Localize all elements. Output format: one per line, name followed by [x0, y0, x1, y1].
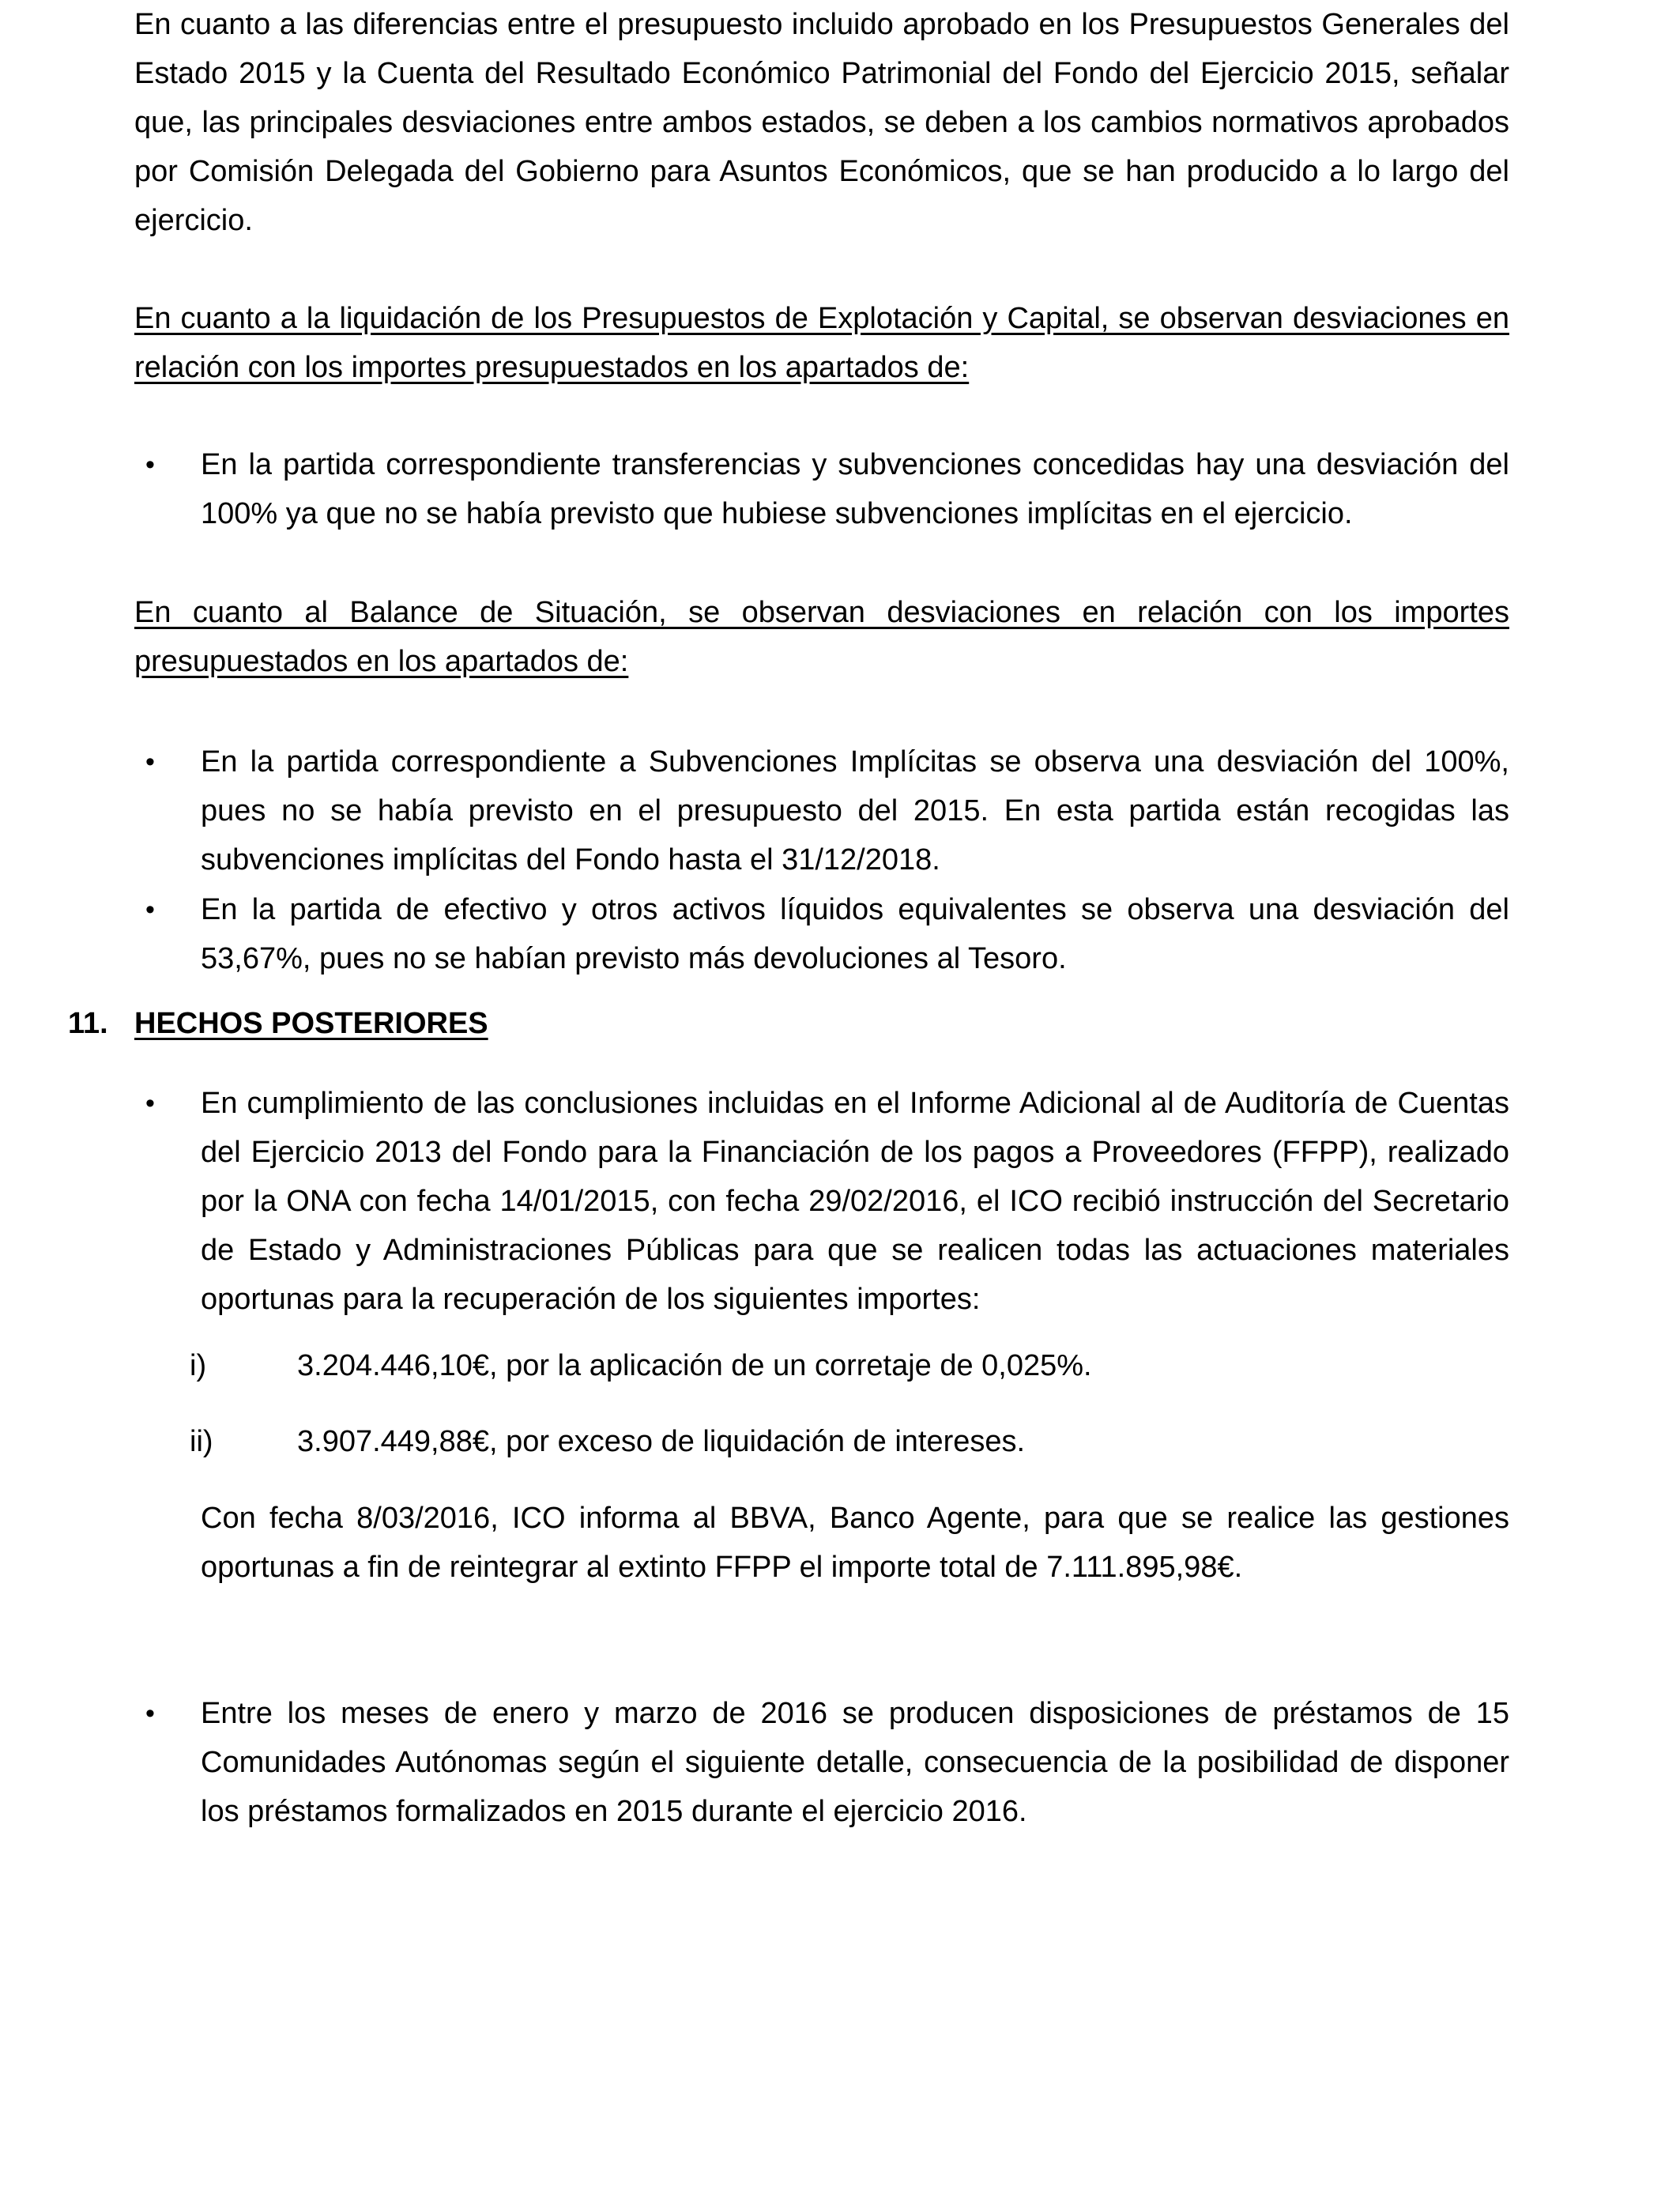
list-item-cash — [134, 885, 1509, 983]
roman-text: 3.204.446,10€, por la aplicación de un corretaje de 0,025%. — [297, 1349, 1092, 1382]
roman-label: i) — [190, 1349, 207, 1382]
paragraph-budget-differences: En cuanto a las diferencias entre el presupuesto incluido aprobado en los Presupuestos Generales del Estado 2015 y la Cuenta del Resultado Económico Patrimonial del Fondo del Ejercicio 2015, señalar que, las principales desviaciones entre ambos estados, se deben a los cambios normativos aprobados por Comisión Delegada del Gobierno para Asuntos Económicos, que se han producido a lo largo del ejercicio. — [134, 8, 1509, 237]
bullet-icon: • — [145, 1088, 155, 1118]
section-number: 11. — [68, 1007, 108, 1040]
list-item-text: En la partida correspondiente transferencias y subvenciones concedidas hay una desviación del 100% ya que no se había previsto que hubiese subvenciones implícitas en el ejercicio. — [201, 448, 1509, 530]
roman-label: ii) — [190, 1425, 213, 1458]
section-title: HECHOS POSTERIORES — [134, 1007, 488, 1040]
roman-list-item — [190, 1417, 1025, 1466]
roman-list-item — [190, 1341, 1092, 1390]
section-heading — [68, 999, 488, 1048]
list-item-text: En la partida de efectivo y otros activos líquidos equivalentes se observa una desviación del 53,67%, pues no se habían previsto más devoluciones al Tesoro. — [201, 893, 1509, 975]
bullet-icon: • — [145, 450, 155, 480]
roman-text: 3.907.449,88€, por exceso de liquidación de intereses. — [297, 1425, 1026, 1458]
list-item-transfers — [134, 440, 1509, 538]
list-item-audit-conclusions — [134, 1079, 1509, 1324]
bullet-icon: • — [145, 895, 155, 925]
bullet-icon: • — [145, 747, 155, 777]
list-item-text: Entre los meses de enero y marzo de 2016 se producen disposiciones de préstamos de 15 Comunidades Autónomas según el siguiente detalle, consecuencia de la posibilidad de disponer los préstamos formalizados en 2015 durante el ejercicio 2016. — [201, 1697, 1509, 1828]
paragraph-balance-heading: En cuanto al Balance de Situación, se observan desviaciones en relación con los importes presupuestados en los apartados de: — [134, 596, 1509, 678]
list-item-implicit-subsidies — [134, 737, 1509, 884]
bullet-icon: • — [145, 1698, 155, 1728]
list-item-loan-dispositions — [134, 1689, 1509, 1836]
list-item-text: En la partida correspondiente a Subvenciones Implícitas se observa una desviación del 100%, pues no se había previsto en el presupuesto del 2015. En esta partida están recogidas las subvenciones implícitas del Fondo hasta el 31/12/2018. — [201, 745, 1509, 876]
paragraph-closing: Con fecha 8/03/2016, ICO informa al BBVA, Banco Agente, para que se realice las gestiones oportunas a fin de reintegrar al extinto FFPP el importe total de 7.111.895,98€. — [201, 1502, 1509, 1584]
list-item-text: En cumplimiento de las conclusiones incluidas en el Informe Adicional al de Auditoría de Cuentas del Ejercicio 2013 del Fondo para la Financiación de los pagos a Proveedores (FFPP), realizado por la ONA con fecha 14/01/2015, con fecha 29/02/2016, el ICO recibió instrucción del Secretario de Estado y Administraciones Públicas para que se realicen todas las actuaciones materiales oportunas para la recuperación de los siguientes importes: — [201, 1087, 1509, 1316]
paragraph-liquidation-heading: En cuanto a la liquidación de los Presupuestos de Explotación y Capital, se observan desviaciones en relación con los importes presupuestados en los apartados de: — [134, 302, 1509, 384]
